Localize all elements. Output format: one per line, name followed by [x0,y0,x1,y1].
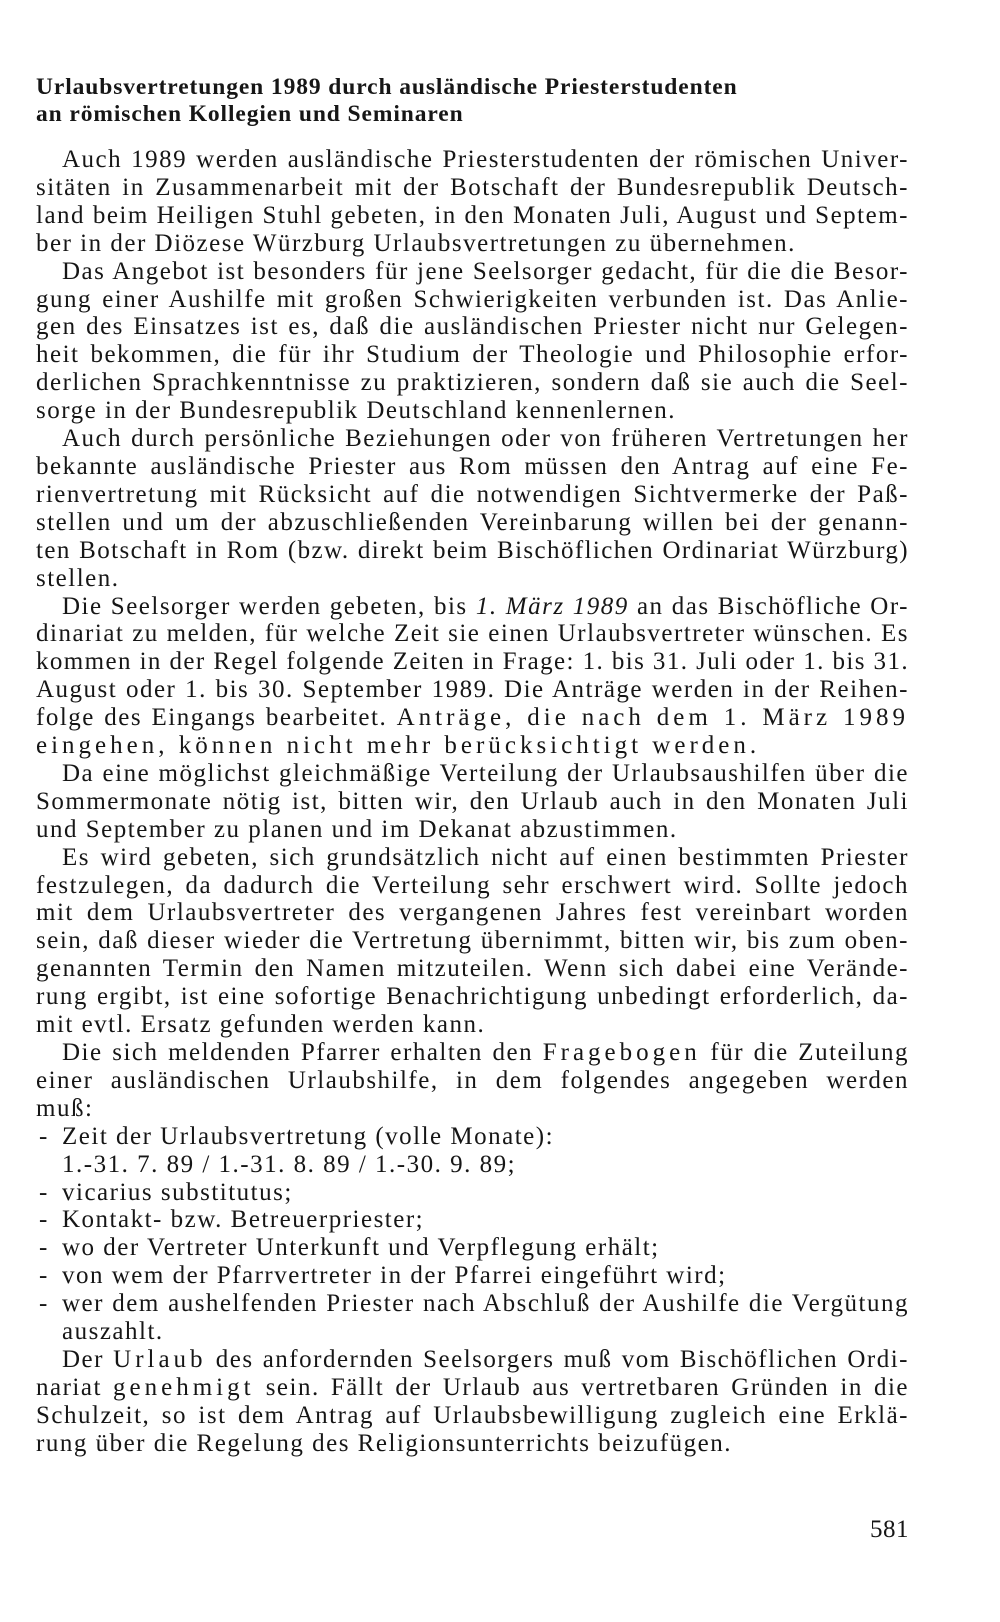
text-line: heit bekommen, die für ihr Studium der Theologie und Philosophie erfor- [36,341,909,369]
questionnaire-list [36,1123,909,1346]
list-item-line [36,1123,909,1151]
paragraph [36,425,909,592]
list-item [36,1290,909,1346]
text-line: rienvertretung mit Rücksicht auf die notwendigen Sichtvermerke der Paß- [36,480,909,508]
text-line: sein, daß dieser wieder die Vertretung übernimmt, bitten wir, bis zum oben- [36,927,909,955]
list-item-line: auszahlt. [62,1318,164,1346]
list-item-text: wer dem aushelfenden Priester nach Abschluß der Aushilfe die Vergütung [62,1290,909,1318]
text-line: genannten Termin den Namen mitzuteilen. Wenn sich dabei eine Verände- [36,955,909,983]
list-item-line [36,1206,909,1234]
text-line: Es wird gebeten, sich grundsätzlich nicht auf einen bestimmten Priester [62,843,909,871]
text-line: stellen. [36,564,120,592]
text-line: gung einer Aushilfe mit großen Schwierigkeiten verbunden ist. Das Anlie- [36,285,909,313]
text-line: einer ausländischen Urlaubshilfe, in dem folgendes angegeben werden [36,1066,909,1094]
text-line: dinariat zu melden, für welche Zeit sie einen Urlaubsvertreter wünschen. Es [36,620,909,648]
title-line: Urlaubsvertretungen 1989 durch ausländische Priesterstudenten [36,74,738,100]
list-item-text: Kontakt- bzw. Betreuerpriester; [62,1206,425,1234]
list-item-line [36,1179,909,1207]
list-item-line [36,1234,909,1262]
page-number: 581 [870,1516,909,1543]
list-item [36,1206,909,1234]
text-line: muß: [36,1094,94,1122]
text-line: Auch 1989 werden ausländische Priesterstudenten der römischen Univer- [62,146,909,173]
list-marker: - [39,1262,48,1290]
list-item-line: 1.-31. 7. 89 / 1.-31. 8. 89 / 1.-30. 9. 89; [62,1150,517,1178]
paragraph [36,760,909,844]
list-item-text: von wem der Pfarrvertreter in der Pfarrei eingeführt wird; [62,1262,727,1290]
text-line: ten Botschaft in Rom (bzw. direkt beim Bischöflichen Ordinariat Würzburg) [36,536,909,564]
list-item [36,1262,909,1290]
list-item-line [36,1290,909,1318]
text-line: festzulegen, da dadurch die Verteilung sehr erschwert wird. Sollte jedoch [36,871,909,899]
emphasized-text: eingehen, können nicht mehr berücksichtigt werden. [36,732,761,760]
emphasized-text: Fragebogen [542,1039,701,1066]
text-line: land beim Heiligen Stuhl gebeten, in den Monaten Juli, August und Septem- [36,201,909,229]
list-item [36,1234,909,1262]
document-body [36,146,909,1458]
paragraph [36,844,909,1039]
list-marker: - [39,1206,48,1234]
list-item [36,1179,909,1207]
list-item-line [36,1262,909,1290]
list-item-text: vicarius substitutus; [62,1178,293,1206]
text-line: Auch durch persönliche Beziehungen oder von früheren Vertretungen her [62,425,909,453]
list-item [36,1123,909,1179]
text-line: sorge in der Bundesrepublik Deutschland kennenlernen. [36,397,676,425]
list-item-text: Zeit der Urlaubsvertretung (volle Monate): [62,1122,555,1150]
text-line: Schulzeit, so ist dem Antrag auf Urlaubsbewilligung zugleich eine Erklä- [36,1401,909,1429]
text-line: ber in der Diözese Würzburg Urlaubsvertretungen zu übernehmen. [36,229,796,257]
emphasized-text: Anträge, die nach dem 1. März 1989 [396,704,909,732]
text-segment: folge des Eingangs bearbeitet. [36,704,397,732]
text-segment: des anfordernden Seelsorgers muß vom Bischöflichen Ordi- [206,1345,909,1373]
paragraph [36,258,909,425]
text-line: sitäten in Zusammenarbeit mit der Botschaft der Bundesrepublik Deutsch- [36,173,909,201]
text-line: rung über die Regelung des Religionsunterrichts beizufügen. [36,1429,732,1457]
text-segment: sein. Fällt der Urlaub aus vertretbaren Gründen in die [254,1373,909,1401]
text-segment: nariat [36,1373,114,1401]
text-line: stellen und um der abzuschließenden Vereinbarung willen bei der genann- [36,508,909,536]
list-item-text: wo der Vertreter Unterkunft und Verpflegung erhält; [62,1234,660,1262]
list-marker: - [39,1234,48,1262]
paragraph [36,1039,909,1123]
text-line: Da eine möglichst gleichmäßige Verteilung der Urlaubsaushilfen über die [62,759,909,787]
text-line [36,593,909,621]
text-line: August oder 1. bis 30. September 1989. Die Anträge werden in der Reihen- [36,676,909,704]
text-line: bekannte ausländische Priester aus Rom müssen den Antrag auf eine Fe- [36,452,909,480]
text-line: Sommermonate nötig ist, bitten wir, den Urlaub auch in den Monaten Juli [36,787,909,815]
paragraph [36,146,909,258]
text-line: mit evtl. Ersatz gefunden werden kann. [36,1011,486,1039]
text-line: mit dem Urlaubsvertreter des vergangenen Jahres fest vereinbart worden [36,899,909,927]
text-line [36,1346,909,1374]
list-marker: - [39,1178,48,1206]
text-segment: für die Zuteilung [700,1039,910,1066]
title-line: an römischen Kollegien und Seminaren [36,101,464,127]
text-line: rung ergibt, ist eine sofortige Benachrichtigung unbedingt erforderlich, da- [36,983,909,1011]
text-segment: Die sich meldenden Pfarrer erhalten den [62,1039,543,1066]
text-line: gen des Einsatzes ist es, daß die ausländischen Priester nicht nur Gelegen- [36,313,909,341]
text-segment: Der [62,1345,114,1373]
text-segment: Die Seelsorger werden gebeten, bis [62,592,476,620]
paragraph [36,593,909,760]
paragraph [36,1346,909,1458]
text-line: kommen in der Regel folgende Zeiten in Frage: 1. bis 31. Juli oder 1. bis 31. [36,648,909,676]
emphasized-text: Urlaub [113,1345,207,1373]
text-line [36,1039,909,1067]
text-line [36,1374,909,1402]
list-marker: - [39,1122,48,1150]
list-marker: - [39,1290,48,1318]
text-line: Das Angebot ist besonders für jene Seelsorger gedacht, für die die Besor- [62,257,909,285]
text-line: derlichen Sprachkenntnisse zu praktizieren, sondern daß sie auch die Seel- [36,369,909,397]
text-segment: an das Bischöfliche Or- [628,592,909,620]
text-line [36,704,909,732]
document-title [36,74,909,128]
deadline-date: 1. März 1989 [475,592,629,620]
emphasized-text: genehmigt [113,1373,255,1401]
text-line: und September zu planen und im Dekanat abzustimmen. [36,815,678,843]
